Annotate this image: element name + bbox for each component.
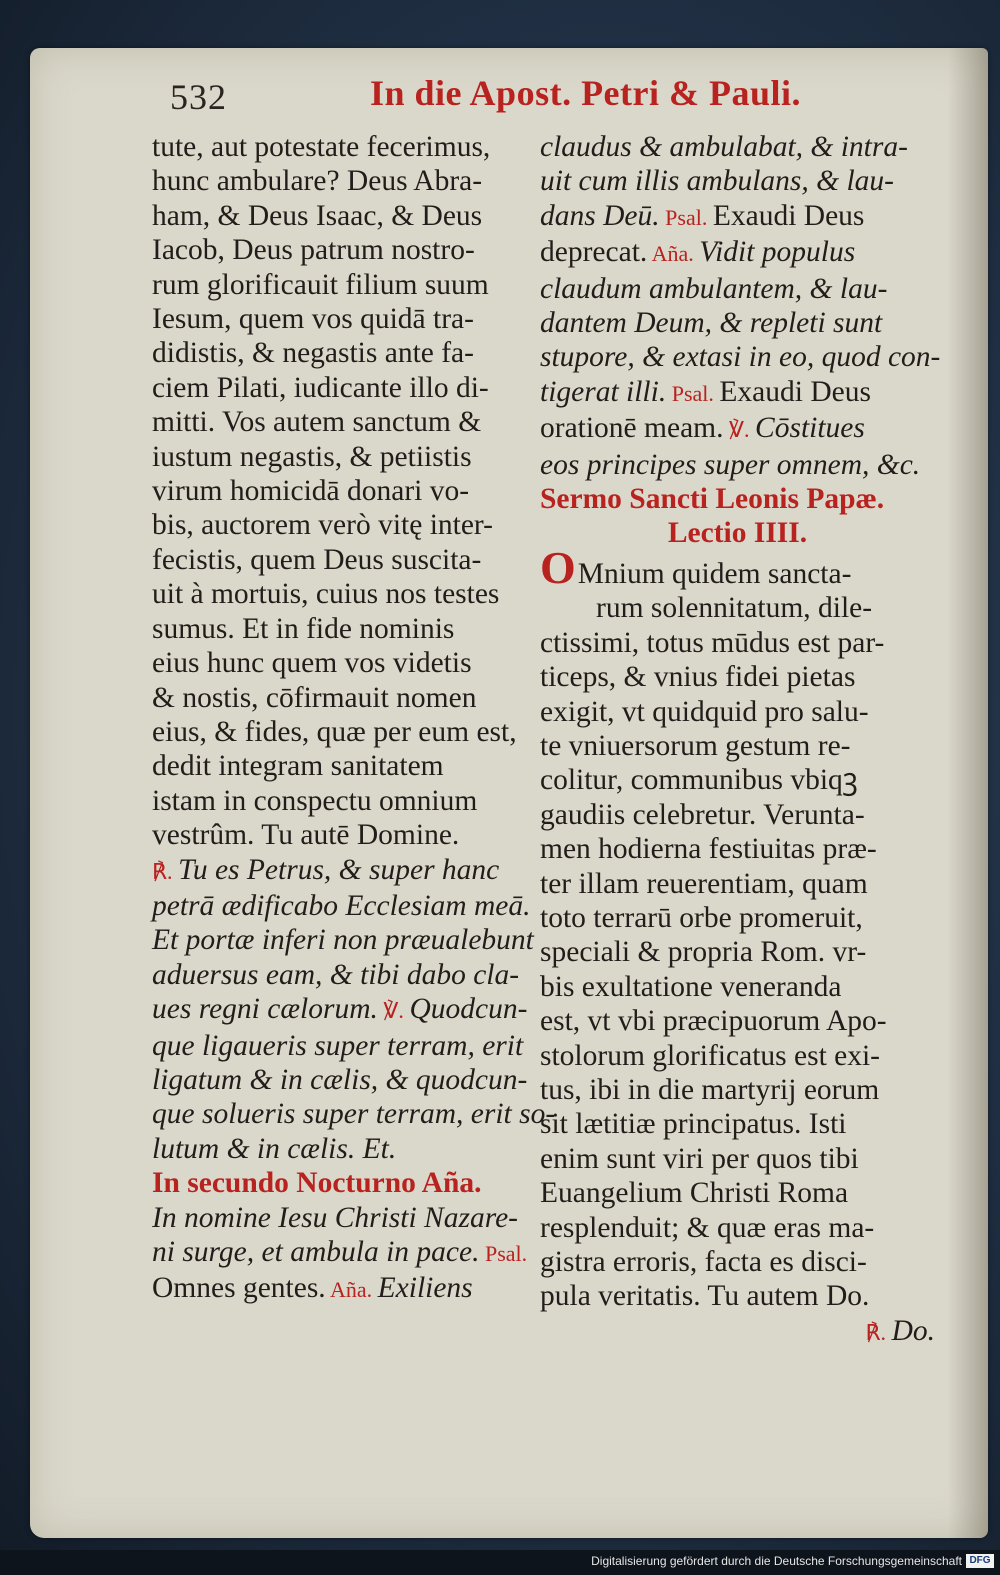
- line-text: resplenduit; & quæ eras ma-: [540, 1211, 875, 1244]
- left-line-7: [152, 336, 530, 370]
- line-text: mitti. Vos autem sanctum &: [152, 406, 482, 439]
- right-line-34: [540, 1279, 935, 1313]
- line-text: rum glorificauit filium suum: [152, 268, 489, 301]
- right-line-3: [540, 199, 935, 235]
- line-text: Tu es Petrus, & super hanc: [178, 853, 500, 886]
- left-line-4: [152, 233, 530, 267]
- line-text: & nostis, cōfirmauit nomen: [152, 681, 477, 714]
- line-text: virum homicidā donari vo-: [152, 475, 470, 508]
- line-text: didistis, & negastis ante fa-: [152, 337, 474, 370]
- line-text: speciali & propria Rom. vr-: [540, 936, 867, 969]
- line-text: enim sunt viri per quos tibi: [540, 1142, 859, 1175]
- line-text: vestrûm. Tu autē Domine.: [152, 819, 460, 852]
- right-line-25: [540, 970, 935, 1004]
- line-text: petrā ædificabo Ecclesiam meā.: [152, 889, 531, 922]
- right-line-19: [540, 763, 935, 797]
- line-text: Mnium quidem sancta-: [577, 557, 852, 590]
- right-line-16: [540, 660, 935, 694]
- line-text: istam in conspectu omnium: [152, 784, 478, 817]
- right-line-6: [540, 306, 935, 340]
- right-line-32: [540, 1211, 935, 1245]
- right-line-1: [540, 130, 935, 164]
- line-text: ciem Pilati, iudicante illo di-: [152, 371, 489, 404]
- line-text: gaudiis celebretur. Verunta-: [540, 798, 865, 831]
- left-line-12: [152, 508, 530, 542]
- right-line-2: [540, 164, 935, 198]
- line-text: claudus & ambulabat, & intra-: [540, 131, 908, 163]
- left-line-25: [152, 958, 530, 992]
- left-line-13: [152, 543, 530, 577]
- left-line-19: [152, 749, 530, 783]
- line-text: sumus. Et in fide nominis: [152, 612, 455, 645]
- line-text-continued: Exaudi Deus: [712, 199, 865, 232]
- right-line-4: [540, 235, 935, 271]
- line-text: toto terrarū orbe promeruit,: [540, 901, 863, 934]
- left-line-22: [152, 853, 530, 889]
- line-text: sit lætitiæ principatus. Isti: [540, 1108, 847, 1141]
- right-line-35: [540, 1314, 935, 1350]
- line-text-continued: Cōstitues: [755, 412, 865, 445]
- line-text: pula veritatis. Tu autem Do.: [540, 1280, 870, 1313]
- right-line-9: [540, 411, 935, 447]
- right-line-10: [540, 448, 935, 482]
- page-number: 532: [170, 77, 227, 117]
- right-line-5: [540, 272, 935, 306]
- right-line-31: [540, 1176, 935, 1210]
- line-text: bis, auctorem verò vitę inter-: [152, 509, 493, 542]
- right-line-12: [540, 516, 935, 550]
- line-text: men hodierna festiuitas præ-: [540, 833, 877, 866]
- line-text: eius hunc quem vos videtis: [152, 647, 472, 680]
- line-text-continued: Exaudi Deus: [719, 375, 871, 408]
- line-text: In nomine Iesu Christi Nazare-: [152, 1201, 518, 1234]
- left-line-21: [152, 818, 530, 852]
- line-text: Omnes gentes.: [152, 1272, 326, 1305]
- line-text: tute, aut potestate fecerimus,: [152, 131, 491, 163]
- rubric-mark: Psal.: [666, 380, 720, 406]
- line-text: ter illam reuerentiam, quam: [540, 867, 868, 900]
- line-text: Iesum, quem vos quidā tra-: [152, 303, 474, 336]
- line-text: ues regni cælorum.: [152, 993, 378, 1026]
- left-line-15: [152, 612, 530, 646]
- left-line-29: [152, 1097, 556, 1131]
- right-line-17: [540, 695, 935, 729]
- left-line-18: [152, 715, 530, 749]
- line-text: hunc ambulare? Deus Abra-: [152, 165, 483, 198]
- rubric-mark: Psal.: [479, 1241, 528, 1266]
- line-text: claudum ambulantem, & lau-: [540, 272, 888, 305]
- right-line-18: [540, 729, 935, 763]
- rubric-mark: ℣.: [377, 998, 410, 1024]
- right-line-27: [540, 1039, 935, 1073]
- left-line-24: [152, 923, 534, 957]
- line-text-continued: Quodcun-: [409, 993, 528, 1026]
- left-line-9: [152, 405, 530, 439]
- rubric-mark: Aña.: [325, 1277, 378, 1303]
- left-line-28: [152, 1063, 530, 1097]
- line-text: gistra erroris, facta es disci-: [540, 1246, 867, 1278]
- right-line-13: [540, 541, 935, 593]
- right-line-20: [540, 798, 935, 832]
- left-line-33: [152, 1235, 530, 1271]
- running-head: In die Apost. Petri & Pauli.: [370, 73, 802, 113]
- line-text: dedit integram sanitatem: [152, 750, 444, 783]
- rubric-mark: ℟.: [865, 1319, 892, 1345]
- right-line-7: [540, 340, 941, 374]
- line-text: ham, & Deus Isaac, & Deus: [152, 199, 483, 232]
- right-line-15: [540, 626, 935, 660]
- left-line-20: [152, 784, 530, 818]
- decorated-initial: O: [540, 541, 576, 593]
- right-line-28: [540, 1073, 935, 1107]
- left-line-23: [152, 889, 530, 923]
- line-text: exigit, vt quidquid pro salu-: [540, 695, 869, 728]
- right-line-14: [540, 591, 935, 625]
- left-line-27: [152, 1029, 530, 1063]
- line-text: iustum negastis, & petiistis: [152, 440, 472, 473]
- dfg-logo: DFG: [966, 1554, 994, 1568]
- funding-credit: Digitalisierung gefördert durch die Deutsche Forschungsgemeinschaft: [591, 1554, 962, 1568]
- line-text-continued: Vidit populus: [699, 236, 856, 269]
- right-line-30: [540, 1142, 935, 1176]
- rubric-mark: Aña.: [647, 241, 700, 267]
- rubric-mark: Psal.: [659, 204, 713, 230]
- right-line-23: [540, 901, 935, 935]
- line-text: ctissimi, totus mūdus est par-: [540, 626, 885, 659]
- line-text: Euangelium Christi Roma: [540, 1177, 849, 1210]
- line-text: tus, ibi in die martyrij eorum: [540, 1073, 880, 1106]
- left-line-1: [152, 130, 530, 164]
- page-gutter-shadow: [948, 48, 988, 1538]
- left-line-34: [152, 1271, 530, 1307]
- line-text: te vniuersorum gestum re-: [540, 729, 851, 762]
- right-line-26: [540, 1004, 935, 1038]
- left-line-31: [152, 1166, 530, 1200]
- right-line-11: [540, 482, 935, 516]
- left-text-column: [152, 130, 556, 1308]
- left-line-2: [152, 164, 530, 198]
- line-text: tigerat illi.: [540, 375, 667, 408]
- right-text-column: [540, 130, 941, 1350]
- line-text: orationē meam.: [540, 412, 724, 445]
- line-text: bis exultatione veneranda: [540, 970, 842, 1003]
- line-text: Lectio IIII.: [667, 517, 808, 550]
- line-text: eius, & fides, quæ per eum est,: [152, 715, 517, 748]
- line-text-continued: Exiliens: [377, 1272, 473, 1305]
- line-text: est, vt vbi præcipuorum Apo-: [540, 1005, 887, 1038]
- line-text: aduersus eam, & tibi dabo cla-: [152, 958, 520, 991]
- line-text: fecistis, quem Deus suscita-: [152, 543, 482, 576]
- left-line-11: [152, 474, 530, 508]
- line-text: stolorum glorificatus est exi-: [540, 1039, 880, 1072]
- right-line-33: [540, 1245, 935, 1279]
- line-text: ni surge, et ambula in pace.: [152, 1236, 480, 1268]
- line-text: Et portæ inferi non præualebunt: [152, 924, 534, 957]
- line-text: dantem Deum, & repleti sunt: [540, 307, 883, 340]
- right-line-21: [540, 832, 935, 866]
- left-line-5: [152, 268, 530, 302]
- line-text: stupore, & extasi in eo, quod con-: [540, 341, 941, 374]
- line-text: uit à mortuis, cuius nos testes: [152, 578, 500, 611]
- left-line-3: [152, 199, 530, 233]
- left-line-30: [152, 1132, 530, 1166]
- line-text: ticeps, & vnius fidei pietas: [540, 661, 856, 694]
- left-line-32: [152, 1201, 530, 1235]
- right-line-8: [540, 375, 935, 411]
- line-text: deprecat.: [540, 236, 648, 269]
- right-line-22: [540, 867, 935, 901]
- left-line-26: [152, 992, 530, 1028]
- right-line-29: [540, 1107, 935, 1141]
- line-text: lutum & in cælis. Et.: [152, 1132, 397, 1165]
- line-text: Iacob, Deus patrum nostro-: [152, 234, 475, 267]
- left-line-10: [152, 440, 530, 474]
- rubric-mark: ℣.: [723, 417, 756, 443]
- line-text: que ligaueris super terram, erit: [152, 1029, 524, 1062]
- line-text: uit cum illis ambulans, & lau-: [540, 165, 894, 198]
- line-text: ligatum & in cælis, & quodcun-: [152, 1063, 528, 1096]
- left-line-6: [152, 302, 530, 336]
- line-text: Sermo Sancti Leonis Papæ.: [540, 483, 885, 516]
- right-line-24: [540, 935, 935, 969]
- line-text: dans Deū.: [540, 199, 660, 232]
- line-text: que solueris super terram, erit so-: [152, 1098, 556, 1131]
- left-line-16: [152, 646, 530, 680]
- line-text: colitur, communibus vbiqꝫ: [540, 764, 858, 797]
- left-line-17: [152, 681, 530, 715]
- line-text: Do.: [891, 1314, 935, 1347]
- rubric-mark: ℟.: [152, 858, 179, 884]
- line-text: In secundo Nocturno Aña.: [152, 1167, 482, 1200]
- left-line-8: [152, 371, 530, 405]
- line-text: eos principes super omnem, &c.: [540, 448, 921, 481]
- left-line-14: [152, 577, 530, 611]
- line-text: rum solennitatum, dile-: [596, 592, 873, 625]
